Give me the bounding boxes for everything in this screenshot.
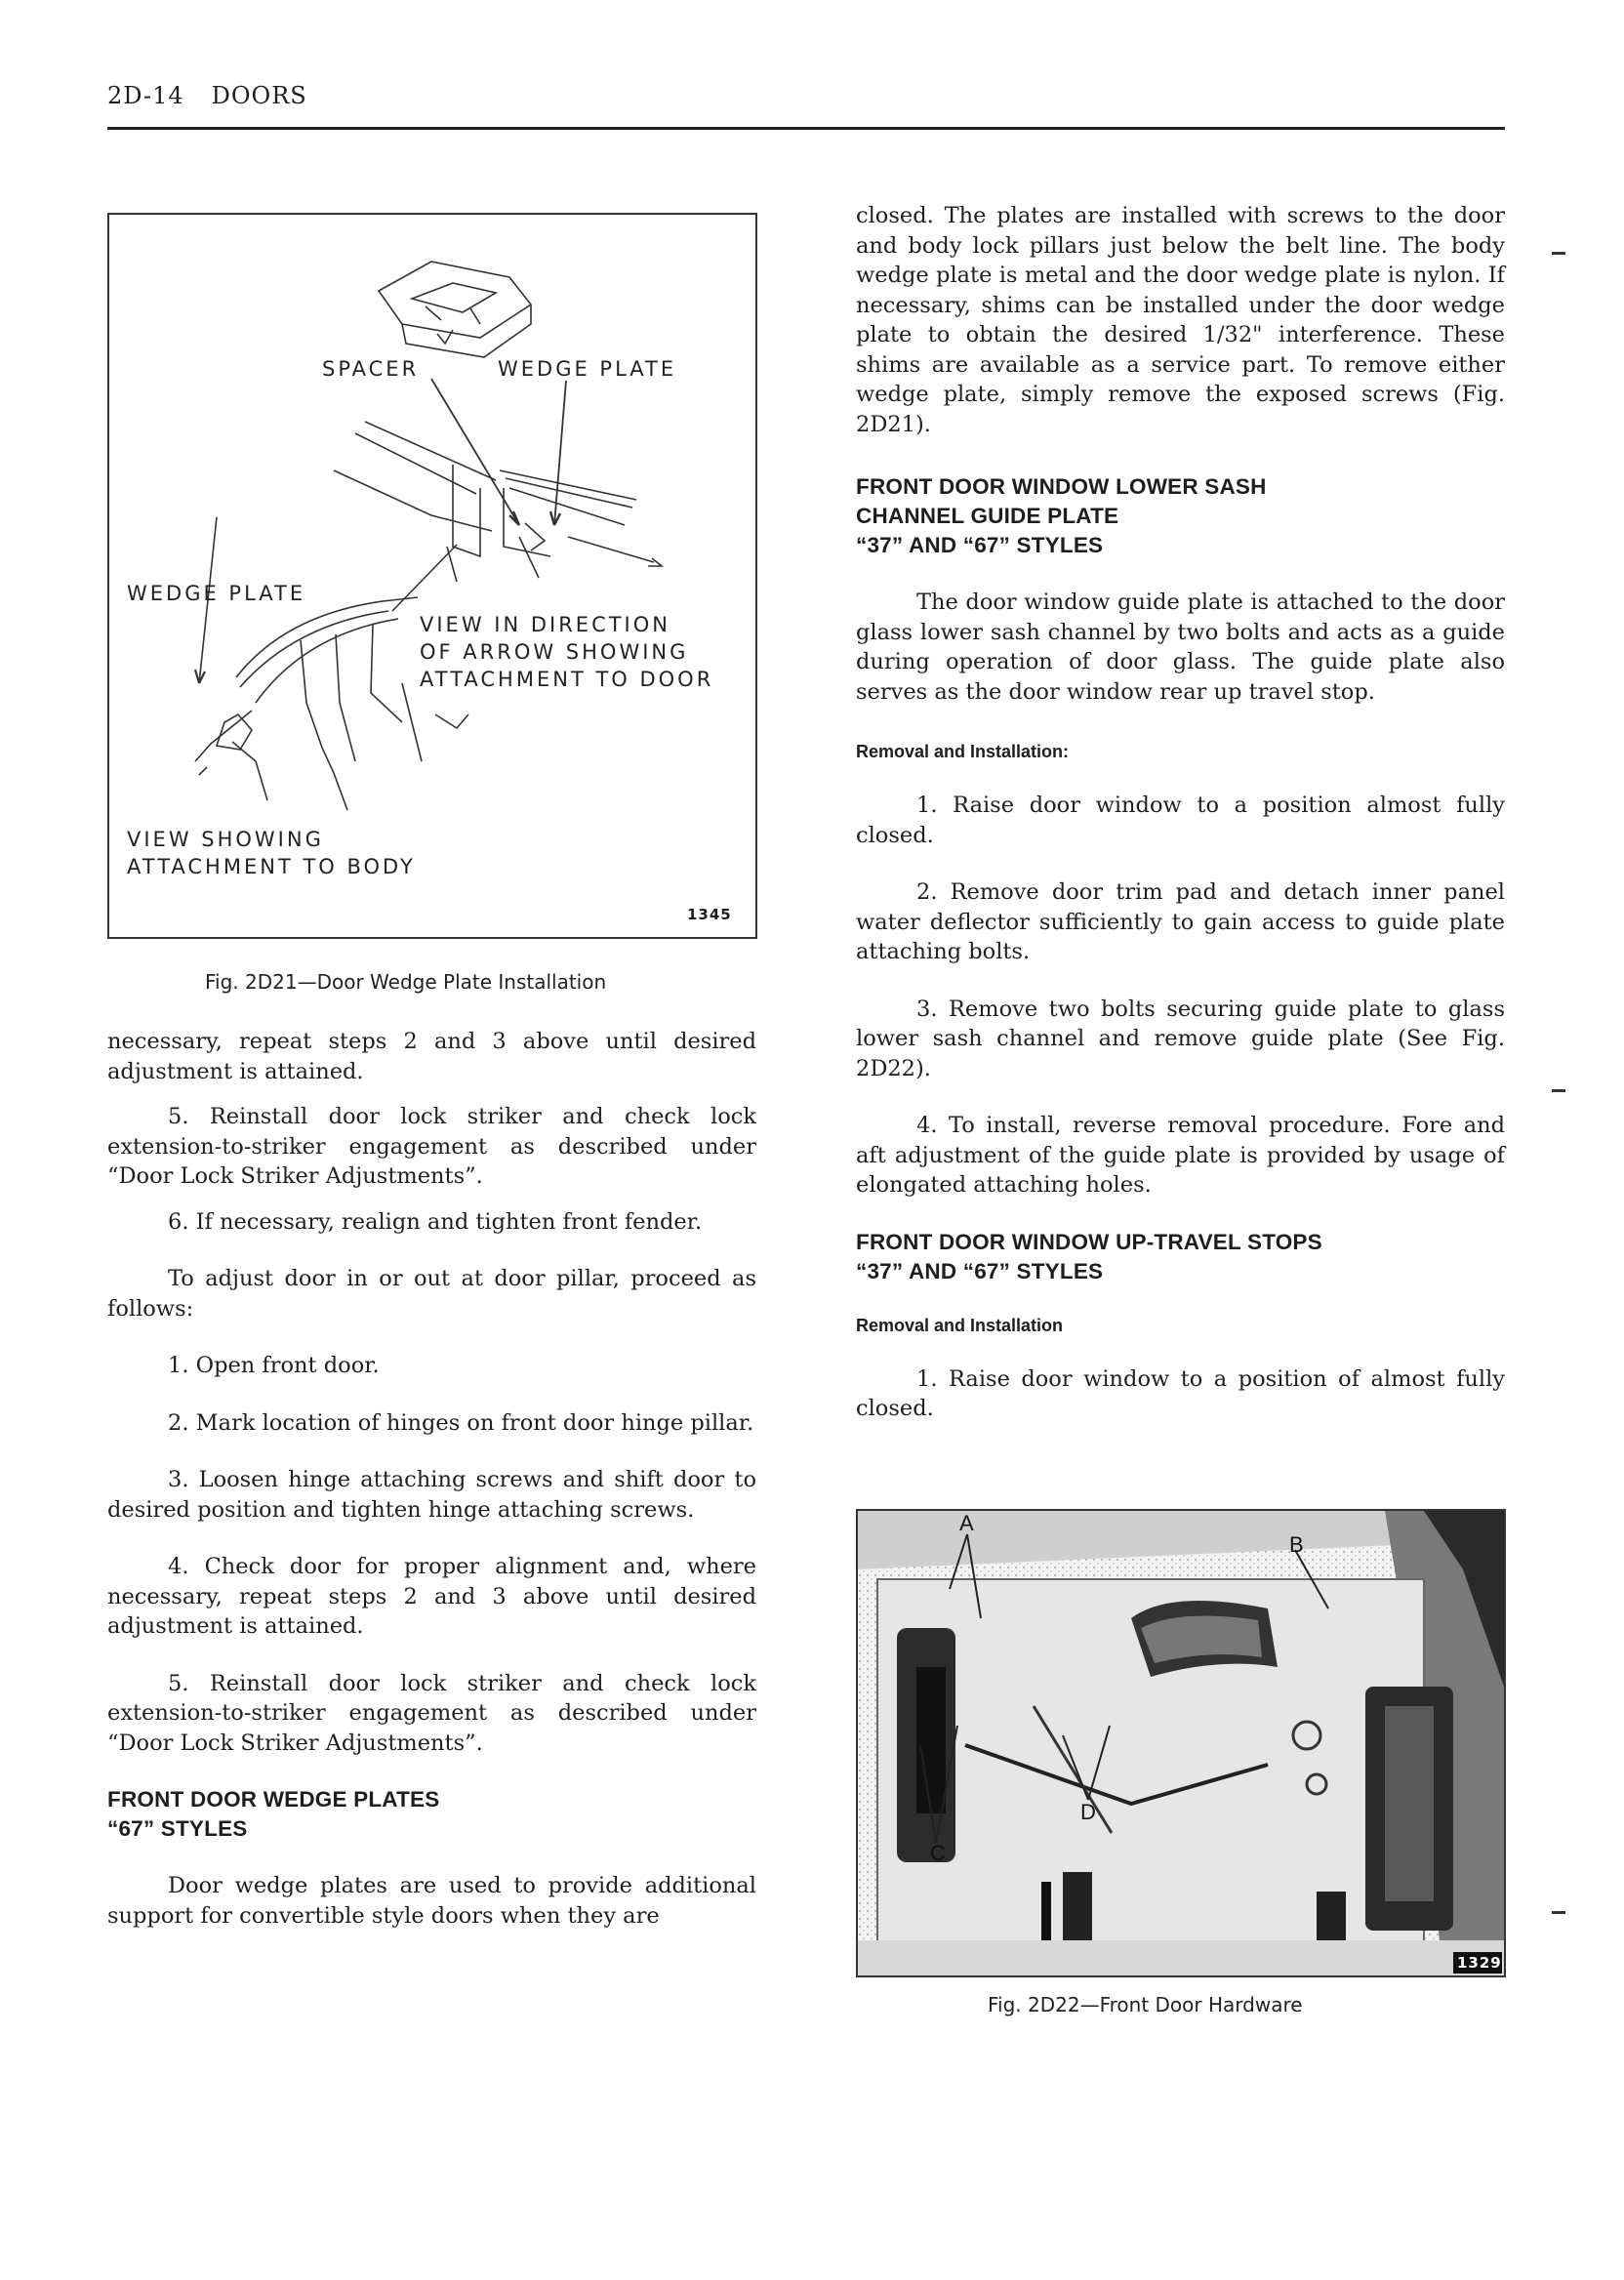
page-header xyxy=(107,82,307,109)
view-direction-line-3: ATTACHMENT TO DOOR xyxy=(420,668,714,691)
figure-caption-2d22: Fig. 2D22—Front Door Hardware xyxy=(988,1993,1303,2016)
paragraph: The door window guide plate is attached to the door glass lower sash channel by two bolts and acts as a guide during operation of door glass. The guide plate also serves as the door window rear up travel stop. xyxy=(856,590,1505,705)
view-body-line-1: VIEW SHOWING xyxy=(127,828,324,851)
paragraph: 3. Loosen hinge attaching screws and shift door to desired position and tighten hinge attaching screws. xyxy=(107,1467,756,1523)
figure-number: 1329 xyxy=(1457,1954,1502,1972)
header-rule xyxy=(107,127,1505,130)
paragraph: 4. To install, reverse removal procedure. Fore and aft adjustment of the guide plate is provided by usage of elongated attaching holes. xyxy=(856,1113,1505,1198)
right-column xyxy=(856,201,1505,1424)
wedge-plate-top-label: WEDGE PLATE xyxy=(498,357,677,381)
view-direction-line-2: OF ARROW SHOWING xyxy=(420,640,689,664)
paragraph: 3. Remove two bolts securing guide plate to glass lower sash channel and remove guide plate (See Fig. 2D22). xyxy=(856,996,1505,1081)
sub-heading: Removal and Installation: xyxy=(856,742,1070,761)
section-heading: “37” AND “67” STYLES xyxy=(856,1258,1104,1283)
paragraph: 5. Reinstall door lock striker and check lock extension-to-striker engagement as described under “Door Lock Striker Adjustments”. xyxy=(107,1670,756,1756)
label-c: C xyxy=(930,1841,946,1865)
label-d: D xyxy=(1080,1800,1096,1824)
section-heading: FRONT DOOR WEDGE PLATES xyxy=(107,1787,440,1812)
change-mark xyxy=(1552,252,1565,255)
paragraph: 1. Open front door. xyxy=(168,1353,380,1378)
view-direction-line-1: VIEW IN DIRECTION xyxy=(420,613,670,636)
section-heading: CHANNEL GUIDE PLATE xyxy=(856,504,1119,528)
section-heading: “37” AND “67” STYLES xyxy=(856,533,1104,557)
paragraph: 6. If necessary, realign and tighten front fender. xyxy=(168,1208,703,1235)
figure-wedge-plate xyxy=(107,213,757,939)
change-mark xyxy=(1552,1089,1565,1092)
figure-caption-2d21: Fig. 2D21—Door Wedge Plate Installation xyxy=(205,970,607,994)
sub-heading: Removal and Installation xyxy=(856,1315,1064,1335)
paragraph: 2. Remove door trim pad and detach inner panel water deflector sufficiently to gain access to guide plate attaching bolts. xyxy=(856,879,1505,964)
paragraph: 5. Reinstall door lock striker and check lock extension-to-striker engagement as described under “Door Lock Striker Adjustments”. xyxy=(107,1104,756,1189)
page-id: 2D-14 xyxy=(107,82,184,109)
section-title: DOORS xyxy=(211,82,307,109)
section-heading: “67” STYLES xyxy=(107,1816,248,1841)
view-body-line-2: ATTACHMENT TO BODY xyxy=(127,855,416,878)
paragraph: necessary, repeat steps 2 and 3 above until desired adjustment is attained. xyxy=(107,1029,756,1084)
figure-number: 1345 xyxy=(687,906,732,923)
section-heading: FRONT DOOR WINDOW LOWER SASH xyxy=(856,474,1267,499)
left-column xyxy=(107,1027,756,1931)
label-b: B xyxy=(1289,1532,1304,1557)
paragraph: 1. Raise door window to a position almost fully closed. xyxy=(856,793,1505,848)
label-a: A xyxy=(959,1511,974,1535)
figure-front-door-hardware xyxy=(856,1509,1506,1977)
paragraph: Door wedge plates are used to provide additional support for convertible style doors when they are xyxy=(107,1873,756,1929)
wedge-plate-left-label: WEDGE PLATE xyxy=(127,582,306,605)
change-mark xyxy=(1552,1911,1565,1914)
paragraph: 1. Raise door window to a position of almost fully closed. xyxy=(856,1365,1505,1421)
paragraph: 4. Check door for proper alignment and, where necessary, repeat steps 2 and 3 above until desired adjustment is attained. xyxy=(107,1554,756,1639)
door-hardware-photo xyxy=(858,1511,1504,1975)
section-heading: FRONT DOOR WINDOW UP-TRAVEL STOPS xyxy=(856,1229,1322,1254)
paragraph: To adjust door in or out at door pillar, proceed as follows: xyxy=(107,1266,756,1322)
paragraph: 2. Mark location of hinges on front door hinge pillar. xyxy=(168,1409,754,1436)
paragraph: closed. The plates are installed with screws to the door and body lock pillars just below the belt line. The body wedge plate is metal and the door wedge plate is nylon. If necessary, shims can be installed under the door wedge plate to obtain the desired 1/32" interference. These shims are available as a service part. To remove either wedge plate, simply remove the exposed screws (Fig. 2D21). xyxy=(856,203,1505,437)
spacer-label: SPACER xyxy=(322,357,420,381)
